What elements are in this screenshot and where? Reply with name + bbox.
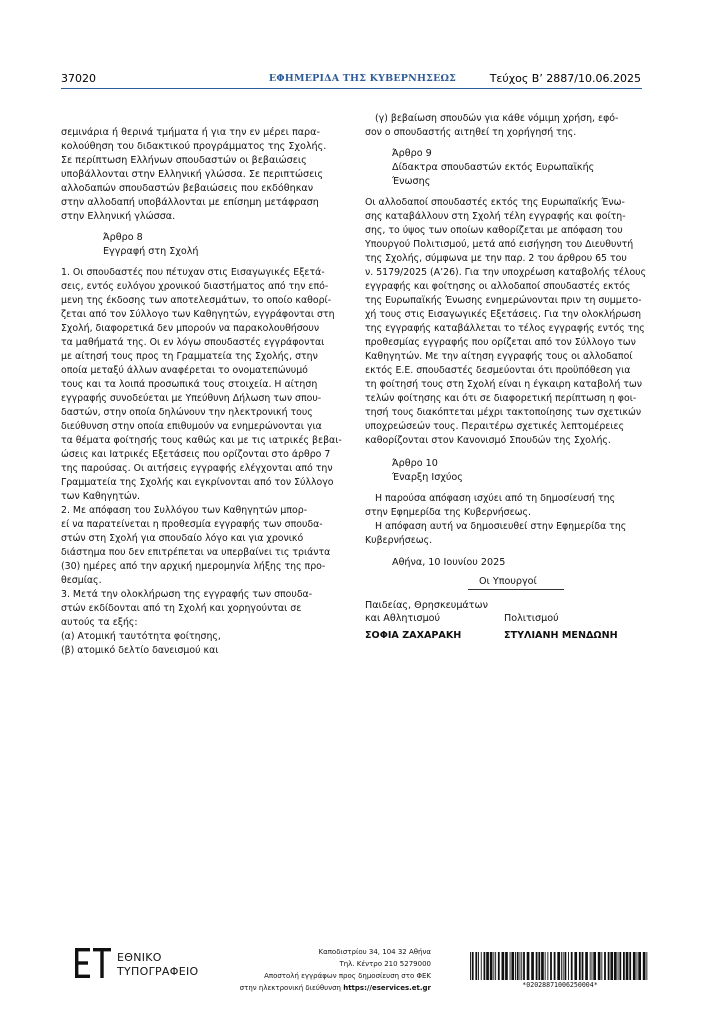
footer-web-link[interactable]: https://eservices.et.gr xyxy=(343,984,431,992)
right-text-line: προθεσμίας εγγραφής που ορίζεται από τον Σύλλογο των xyxy=(365,337,636,348)
left-text-line: διεύθυνση στην οποία επιθυμούν να ενημερώνονται για xyxy=(61,421,322,432)
left-text-line: Σχολή, διαφορετικά δεν μπορούν να παρακολουθήσουν xyxy=(61,323,320,334)
left-text-line: σεις, εντός ευλόγου χρονικού διαστήματος από την επό- xyxy=(61,281,329,292)
barcode-bar xyxy=(495,952,496,980)
barcode xyxy=(470,952,650,980)
barcode-bar xyxy=(579,952,581,980)
barcode-bar xyxy=(481,952,482,980)
barcode-bar xyxy=(547,952,548,980)
left-text-line: τα μαθήματά της. Οι εν λόγω σπουδαστές εγγράφονται xyxy=(61,337,325,348)
right-text-line: τησή τους διακόπτεται μέχρι τακτοποίησης των σχετικών xyxy=(365,407,642,418)
article-8-number: Άρθρο 8 xyxy=(103,232,143,243)
right-text-line: Η απόφαση αυτή να δημοσιευθεί στην Εφημερίδα της xyxy=(375,521,627,532)
left-text-line: υποβάλλονται στην Ελληνική γλώσσα. Σε περιπτώσεις xyxy=(61,169,324,180)
left-text-line: (β) ατομικό δελτίο δανεισμού και xyxy=(61,645,219,656)
left-text-line: τα θέματα φοίτησής τους καθώς και με τις ιατρικές βεβαι- xyxy=(61,435,342,446)
barcode-bar xyxy=(521,952,522,980)
right-text-line: υποχρεώσεών τους. Περαιτέρω σχετικές λεπτομέρειες xyxy=(365,421,625,432)
barcode-bar xyxy=(511,952,514,980)
barcode-bar xyxy=(478,952,479,980)
right-text-line: Καθηγητών. Με την αίτηση εγγραφής τους οι αλλοδαποί xyxy=(365,351,633,362)
page-number: 37020 xyxy=(61,72,96,85)
barcode-bar xyxy=(614,952,617,980)
barcode-bar xyxy=(638,952,641,980)
barcode-bar xyxy=(484,952,486,980)
left-text-line: δαστών, στην οποία δηλώνουν την ηλεκτρονική τους xyxy=(61,407,313,418)
left-text-line: με αίτησή τους προς τη Γραμματεία της Σχολής, στην xyxy=(61,351,318,362)
barcode-bar xyxy=(475,952,477,980)
signature-rule xyxy=(468,589,564,590)
left-text-line: οποία μεταξύ άλλων αναφέρεται το ονοματεπώνυμό xyxy=(61,365,308,376)
right-text-line: της Ευρωπαϊκής Ένωσης ενημερώνονται πριν τη συμμετο- xyxy=(365,295,642,306)
left-text-line: διάστημα που δεν επιτρέπεται να υπερβαίνει τις τριάντα xyxy=(61,547,331,558)
footer-address: Καποδιστρίου 34, 104 32 Αθήνα xyxy=(318,948,431,956)
article-10-number: Άρθρο 10 xyxy=(392,458,438,469)
right-text-line: στην Εφημερίδα της Κυβερνήσεως. xyxy=(365,507,532,518)
right-text-line: σης καταβάλλουν στη Σχολή τέλη εγγραφής και φοίτη- xyxy=(365,211,626,222)
barcode-bar xyxy=(490,952,493,980)
right-text-line: Υπουργού Πολιτισμού, μετά από εισήγηση του Διευθυντή xyxy=(365,239,634,250)
footer-phone: Τηλ. Κέντρο 210 5279000 xyxy=(339,960,431,968)
article-9-title: Δίδακτρα σπουδαστών εκτός Ευρωπαϊκής xyxy=(392,162,595,173)
left-text-line: κολούθηση του διδακτικού προγράμματος της Σχολής. xyxy=(61,141,327,152)
barcode-bar xyxy=(470,952,471,980)
barcode-number: *02028871006250004* xyxy=(522,981,598,989)
right-text-line: χή τους στις Εισαγωγικές Εξετάσεις. Για την ολοκλήρωση xyxy=(365,309,642,320)
minister-1-name: ΣΟΦΙΑ ΖΑΧΑΡΑΚΗ xyxy=(365,630,462,641)
left-text-line: (α) Ατομική ταυτότητα φοίτησης, xyxy=(61,631,221,642)
barcode-bar xyxy=(493,952,494,980)
barcode-bar xyxy=(554,952,556,980)
barcode-bar xyxy=(486,952,489,980)
barcode-bar xyxy=(623,952,625,980)
barcode-bar xyxy=(517,952,519,980)
barcode-bar xyxy=(568,952,569,980)
left-text-line: σεμινάρια ή θερινά τμήματα ή για την εν μέρει παρα- xyxy=(61,127,320,138)
left-text-line: εί να παρατείνεται η προθεσμία εγγραφής των σπουδα- xyxy=(61,519,323,530)
right-text-line: σον ο σπουδαστής αιτηθεί τη χορήγησή της. xyxy=(365,127,577,138)
right-text-line: Κυβερνήσεως. xyxy=(365,535,433,546)
left-text-line: των Καθηγητών. xyxy=(61,491,140,502)
right-text-line: της εγγραφής καταβάλλεται το τέλος εγγραφής εντός της xyxy=(365,323,645,334)
gazette-title: ΕΦΗΜΕΡΙΔΑ ΤΗΣ ΚΥΒΕΡΝΗΣΕΩΣ xyxy=(268,73,457,84)
barcode-bar xyxy=(643,952,646,980)
article-10-title: Έναρξη Ισχύος xyxy=(392,472,463,483)
right-text-line: σης, το ύψος των οποίων καθορίζεται με απόφαση του xyxy=(365,225,623,236)
barcode-bar xyxy=(502,952,505,980)
left-text-line: θεσμίας. xyxy=(61,575,102,586)
barcode-bar xyxy=(629,952,631,980)
barcode-bar xyxy=(646,952,647,980)
left-text-line: Σε περίπτωση Ελλήνων σπουδαστών οι βεβαιώσεις xyxy=(61,155,307,166)
barcode-bar xyxy=(498,952,500,980)
barcode-bar xyxy=(590,952,591,980)
right-text-line: εγγραφής και φοίτησης οι αλλοδαποί σπουδαστές εκτός xyxy=(365,281,631,292)
barcode-bar xyxy=(531,952,534,980)
right-text-line: τη φοίτησή τους στη Σχολή είναι η έγκαιρη καταβολή των xyxy=(365,379,642,390)
left-text-line: ζεται από τον Σύλλογο των Καθηγητών, εγγράφονται στη xyxy=(61,309,335,320)
barcode-bar xyxy=(637,952,638,980)
right-text-line: (γ) βεβαίωση σπουδών για κάθε νόμιμη χρήση, εφό- xyxy=(375,113,619,124)
minister-2-name: ΣΤΥΛΙΑΝΗ ΜΕΝΔΩΝΗ xyxy=(504,630,618,641)
footer-web-prefix: στην ηλεκτρονική διεύθυνση xyxy=(239,984,344,992)
minister-1-title-cont: και Αθλητισμού xyxy=(365,613,441,624)
barcode-bar xyxy=(523,952,525,980)
issue-reference: Τεύχος Β’ 2887/10.06.2025 xyxy=(489,72,641,85)
header-rule xyxy=(61,88,642,89)
minister-2-title: Πολιτισμού xyxy=(504,613,559,624)
barcode-bar xyxy=(574,952,577,980)
right-text-line: τελών φοίτησης και ότι σε διαφορετική περίπτωση η φοι- xyxy=(365,393,637,404)
barcode-bar xyxy=(593,952,596,980)
barcode-bar xyxy=(557,952,560,980)
barcode-bar xyxy=(626,952,629,980)
barcode-bar xyxy=(545,952,546,980)
barcode-bar xyxy=(550,952,552,980)
left-text-line: (30) ημέρες από την αρχική ημερομηνία λήξης της προ- xyxy=(61,561,326,572)
right-text-line: εκτός Ε.Ε. σπουδαστές δεσμεύονται ότι προϋπόθεση για xyxy=(365,365,631,376)
national-printing-office-logo-icon xyxy=(75,948,111,978)
barcode-bar xyxy=(598,952,601,980)
left-text-line: της παρούσας. Οι αιτήσεις εγγραφής ελέγχονται από την xyxy=(61,463,333,474)
barcode-bar xyxy=(515,952,516,980)
right-text-line: ν. 5179/2025 (Α’26). Για την υποχρέωση καταβολής τέλους xyxy=(365,267,647,278)
left-text-line: ώσεις και Ιατρικές Εξετάσεις που ορίζονται στο άρθρο 7 xyxy=(61,449,331,460)
left-text-line: 1. Οι σπουδαστές που πέτυχαν στις Εισαγωγικές Εξετά- xyxy=(61,267,325,278)
ministers-heading: Οι Υπουργοί xyxy=(479,576,537,587)
barcode-bar xyxy=(582,952,584,980)
barcode-bar xyxy=(618,952,619,980)
barcode-bar xyxy=(563,952,564,980)
left-text-line: στην αλλοδαπή υποβάλλονται με επίσημη μετάφραση xyxy=(61,197,319,208)
left-text-line: στών εκδίδονται από τη Σχολή και χορηγούνται σε xyxy=(61,603,302,614)
left-text-line: τους και τα λοιπά προσωπικά τους στοιχεία. Η αίτηση xyxy=(61,379,318,390)
barcode-bar xyxy=(505,952,508,980)
barcode-bar xyxy=(536,952,538,980)
barcode-bar xyxy=(510,952,511,980)
barcode-bar xyxy=(592,952,593,980)
barcode-bar xyxy=(585,952,588,980)
barcode-bar xyxy=(608,952,610,980)
barcode-bar xyxy=(538,952,540,980)
article-9-title-cont: Ένωσης xyxy=(392,176,431,187)
barcode-bar xyxy=(601,952,602,980)
left-text-line: μενη της έκδοσης των αποτελεσμάτων, το οποίο καθορί- xyxy=(61,295,332,306)
right-text-line: Οι αλλοδαποί σπουδαστές εκτός της Ευρωπαϊκής Ένω- xyxy=(365,197,625,208)
barcode-bar xyxy=(527,952,530,980)
article-8-title: Εγγραφή στη Σχολή xyxy=(103,246,199,257)
left-text-line: στών στη Σχολή για σπουδαίο λόγο και για χρονικό xyxy=(61,533,304,544)
right-text-line: καθορίζονται στον Κανονισμό Σπουδών της Σχολής. xyxy=(365,435,611,446)
barcode-bar xyxy=(571,952,573,980)
left-text-line: αλλοδαπών σπουδαστών βεβαιώσεις που εκδόθηκαν xyxy=(61,183,314,194)
right-text-line: της Σχολής, σύμφωνα με την παρ. 2 του άρθρου 65 του xyxy=(365,253,627,264)
barcode-bar xyxy=(633,952,636,980)
article-9-number: Άρθρο 9 xyxy=(392,148,432,159)
barcode-bar xyxy=(610,952,613,980)
barcode-bar xyxy=(604,952,606,980)
logo-text-line2: ΤΥΠΟΓΡΑΦΕΙΟ xyxy=(117,965,199,978)
right-text-line: Η παρούσα απόφαση ισχύει από τη δημοσίευσή της xyxy=(375,493,616,504)
barcode-bar xyxy=(561,952,562,980)
left-text-line: 2. Με απόφαση του Συλλόγου των Καθηγητών μπορ- xyxy=(61,505,308,516)
left-text-line: Γραμματεία της Σχολής και εγκρίνονται από τον Σύλλογο xyxy=(61,477,334,488)
barcode-bar xyxy=(520,952,521,980)
barcode-bar xyxy=(619,952,621,980)
barcode-bar xyxy=(541,952,544,980)
barcode-bar xyxy=(565,952,567,980)
minister-1-title: Παιδείας, Θρησκευμάτων xyxy=(365,600,488,611)
left-text-line: αυτούς τα εξής: xyxy=(61,617,138,628)
footer-info: Αποστολή εγγράφων προς δημοσίευση στο ΦΕΚ xyxy=(264,972,431,980)
left-text-line: εγγραφής συνοδεύεται με Υπεύθυνη Δήλωση των σπου- xyxy=(61,393,322,404)
barcode-bar xyxy=(472,952,474,980)
logo-text-line1: ΕΘΝΙΚΟ xyxy=(117,951,162,964)
left-text-line: 3. Μετά την ολοκλήρωση της εγγραφής των σπουδα- xyxy=(61,589,313,600)
footer-web xyxy=(240,984,431,993)
left-text-line: στην Ελληνική γλώσσα. xyxy=(61,211,176,222)
place-date: Αθήνα, 10 Ιουνίου 2025 xyxy=(392,557,506,568)
